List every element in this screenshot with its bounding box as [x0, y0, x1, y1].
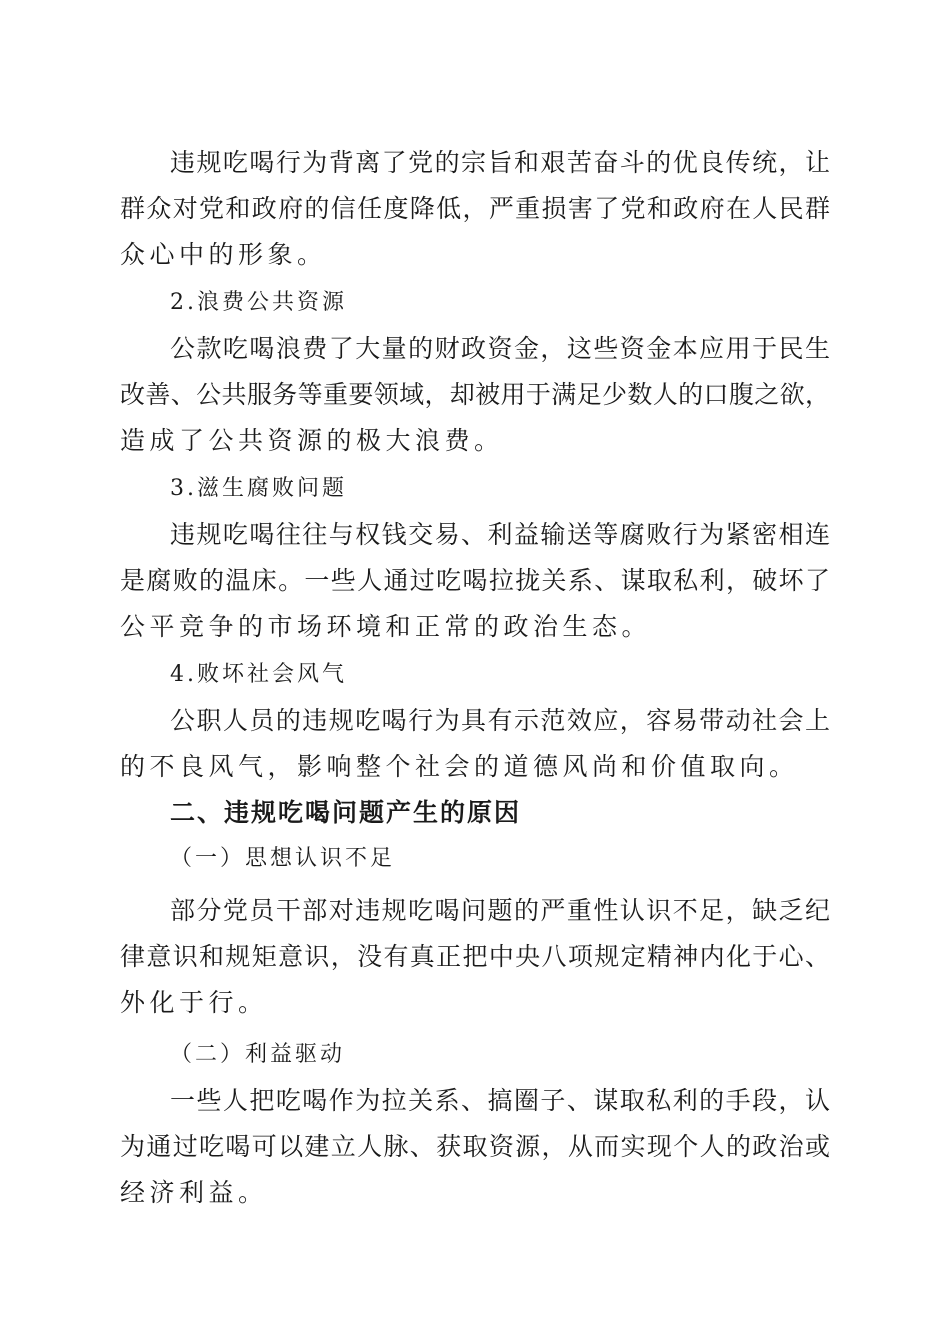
subsection-heading-awareness: （一）思想认识不足: [170, 846, 396, 871]
paragraph-line: 公职人员的违规吃喝行为具有示范效应，容易带动社会上: [170, 706, 830, 735]
paragraph-line: 外化于行。: [120, 988, 268, 1017]
paragraph-line: 经济利益。: [120, 1178, 268, 1207]
paragraph-line: 部分党员干部对违规吃喝问题的严重性认识不足，缺乏纪: [170, 896, 830, 925]
paragraph-line: 违规吃喝行为背离了党的宗旨和艰苦奋斗的优良传统，让: [170, 148, 830, 177]
paragraph-line: 群众对党和政府的信任度降低，严重损害了党和政府在人民群: [120, 194, 830, 223]
section-heading-causes: 二、违规吃喝问题产生的原因: [170, 798, 522, 827]
subsection-heading-interest: （二）利益驱动: [170, 1042, 346, 1067]
paragraph-line: 公平竞争的市场环境和正常的政治生态。: [120, 612, 652, 641]
paragraph-line: 律意识和规矩意识，没有真正把中央八项规定精神内化于心、: [120, 942, 830, 971]
subheading-social-atmosphere: 4.败坏社会风气: [170, 662, 347, 687]
document-body: [120, 140, 830, 1216]
paragraph-line: 改善、公共服务等重要领域，却被用于满足少数人的口腹之欲，: [120, 380, 830, 409]
subheading-waste-resources: 2.浪费公共资源: [170, 290, 347, 315]
paragraph-line: 公款吃喝浪费了大量的财政资金，这些资金本应用于民生: [170, 334, 830, 363]
paragraph-line: 违规吃喝往往与权钱交易、利益输送等腐败行为紧密相连: [170, 520, 830, 549]
subheading-corruption: 3.滋生腐败问题: [170, 476, 347, 501]
paragraph-line: 一些人把吃喝作为拉关系、搞圈子、谋取私利的手段，认: [170, 1086, 830, 1115]
paragraph-line: 众心中的形象。: [120, 240, 327, 269]
paragraph-line: 的不良风气，影响整个社会的道德风尚和价值取向。: [120, 752, 799, 781]
paragraph-line: 为通过吃喝可以建立人脉、获取资源，从而实现个人的政治或: [120, 1132, 830, 1161]
paragraph-line: 造成了公共资源的极大浪费。: [120, 426, 504, 455]
paragraph-line: 是腐败的温床。一些人通过吃喝拉拢关系、谋取私利，破坏了: [120, 566, 830, 595]
